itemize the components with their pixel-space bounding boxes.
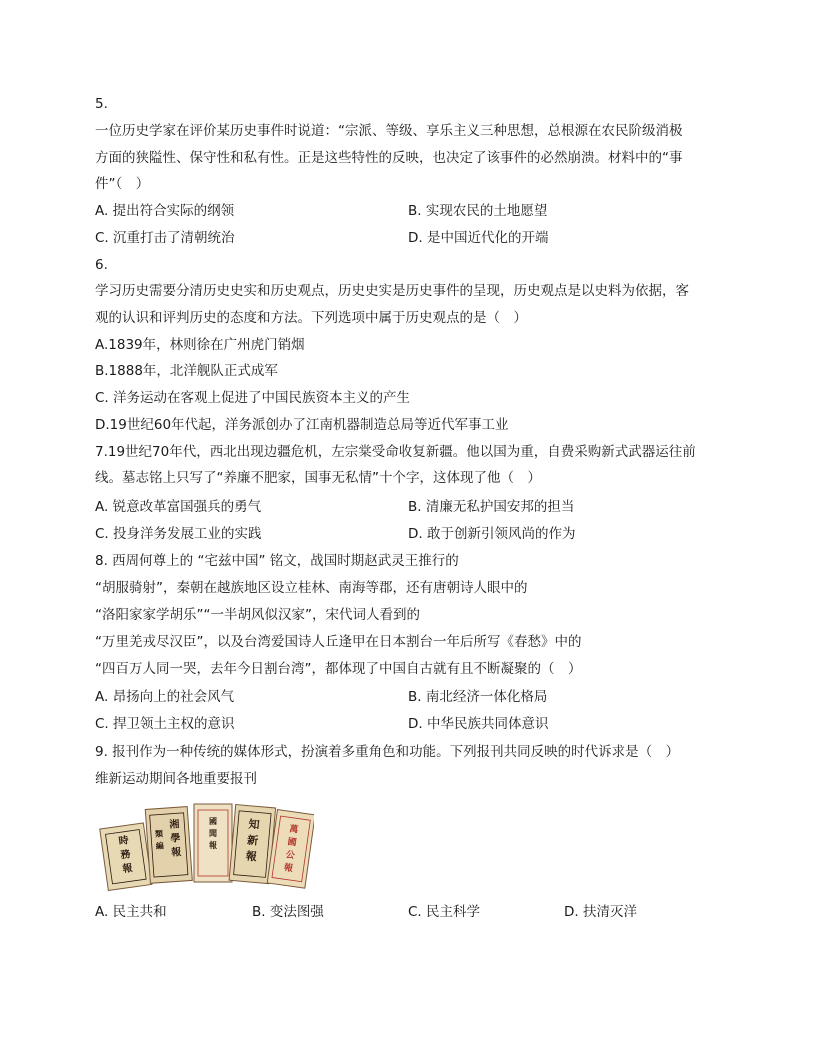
q5-option-c: C. 沉重打击了清朝统治 <box>95 230 235 246</box>
q9-option-a: A. 民主共和 <box>95 904 167 920</box>
q5-option-d: D. 是中国近代化的开端 <box>408 230 549 246</box>
q7-option-b: B. 清廉无私护国安邦的担当 <box>408 499 575 515</box>
q5-number: 5. <box>95 96 108 112</box>
newspaper-title: 知 <box>247 817 261 832</box>
newspaper-title: 萬 <box>288 824 299 836</box>
q8-stem-line2: “胡服骑射”，秦朝在越族地区设立桂林、南海等郡，还有唐朝诗人眼中的 <box>95 580 528 596</box>
newspaper-title: 時 <box>117 835 130 848</box>
q6-option-a: A.1839年，林则徐在广州虎门销烟 <box>95 337 305 353</box>
q7-option-a: A. 锐意改革富国强兵的勇气 <box>95 499 262 515</box>
q6-number: 6. <box>95 257 108 273</box>
q6-option-c: C. 洋务运动在客观上促进了中国民族资本主义的产生 <box>95 390 411 406</box>
q7-option-c: C. 投身洋务发展工业的实践 <box>95 526 262 542</box>
q9-option-b: B. 变法图强 <box>252 904 324 920</box>
newspaper-title: 報 <box>245 849 258 864</box>
q9-image-caption: 维新运动期间各地重要报刊 <box>95 771 257 787</box>
q6-stem-line1: 学习历史需要分清历史史实和历史观点，历史史实是历史事件的呈现，历史观点是以史料为依据，客 <box>95 283 689 299</box>
q6-option-b: B.1888年，北洋舰队正式成军 <box>95 363 278 379</box>
q7-stem-line2: 线。墓志铭上只写了“养廉不肥家，国事无私情”十个字，这体现了他（ ） <box>95 470 541 486</box>
newspaper-title: 報 <box>121 862 134 876</box>
newspapers-illustration <box>96 798 314 898</box>
q6-option-d: D.19世纪60年代起，洋务派创办了江南机器制造总局等近代军事工业 <box>95 417 509 433</box>
newspaper-shiwubao <box>100 823 152 891</box>
newspaper-subtitle: 編 <box>155 840 165 851</box>
newspaper-subtitle: 類 <box>154 828 164 839</box>
q6-stem-line2: 观的认识和评判历史的态度和方法。下列选项中属于历史观点的是（ ） <box>95 310 527 326</box>
newspaper-title: 報 <box>170 847 182 859</box>
newspaper-title: 學 <box>170 833 181 845</box>
q8-option-d: D. 中华民族共同体意识 <box>408 716 549 732</box>
newspaper-title: 報 <box>209 840 217 850</box>
q5-option-a: A. 提出符合实际的纲领 <box>95 203 235 219</box>
q8-option-b: B. 南北经济一体化格局 <box>408 689 548 705</box>
newspaper-guowenbao <box>194 804 232 882</box>
newspaper-title: 國 <box>209 816 217 826</box>
q8-option-c: C. 捍卫领土主权的意识 <box>95 716 235 732</box>
q9-stem-line1: 9. 报刊作为一种传统的媒体形式，扮演着多重角色和功能。下列报刊共同反映的时代诉求是（ ） <box>95 744 680 760</box>
q8-stem-line3: “洛阳家家学胡乐”“一半胡风似汉家”，宋代词人看到的 <box>95 607 420 623</box>
q9-option-c: C. 民主科学 <box>408 904 481 920</box>
newspaper-title: 聞 <box>209 828 217 838</box>
q7-stem-line1: 7.19世纪70年代，西北出现边疆危机，左宗棠受命收复新疆。他以国为重，自费采购新式武器运往前 <box>95 444 696 460</box>
q5-option-b: B. 实现农民的土地愿望 <box>408 203 548 219</box>
newspaper-title: 國 <box>286 837 298 849</box>
q8-stem-line1: 8. 西周何尊上的 “宅兹中国” 铭文，战国时期赵武灵王推行的 <box>95 553 459 569</box>
q8-stem-line4: “万里羌戎尽汉臣”，以及台湾爱国诗人丘逢甲在日本割台一年后所写《春愁》中的 <box>95 634 582 650</box>
q5-stem-line3: 件”（ ） <box>95 176 150 192</box>
newspaper-title: 公 <box>285 850 296 862</box>
q7-option-d: D. 敢于创新引领风尚的作为 <box>408 526 576 542</box>
newspaper-title: 報 <box>283 863 294 875</box>
q5-stem-line1: 一位历史学家在评价某历史事件时说道：“宗派、等级、享乐主义三种思想，总根源在农民阶级消极 <box>95 123 683 139</box>
q5-stem-line2: 方面的狭隘性、保守性和私有性。正是这些特性的反映，也决定了该事件的必然崩溃。材料中的“事 <box>95 150 683 166</box>
newspaper-title: 湘 <box>169 819 180 831</box>
newspaper-title: 新 <box>246 833 259 848</box>
newspaper-title: 務 <box>119 849 132 862</box>
q9-option-d: D. 扶清灭洋 <box>564 904 637 920</box>
q8-option-a: A. 昂扬向上的社会风气 <box>95 689 235 705</box>
newspaper-xiangxuebao <box>145 807 192 884</box>
q8-stem-line5: “四百万人同一哭，去年今日割台湾”，都体现了中国自古就有且不断凝聚的（ ） <box>95 661 582 677</box>
